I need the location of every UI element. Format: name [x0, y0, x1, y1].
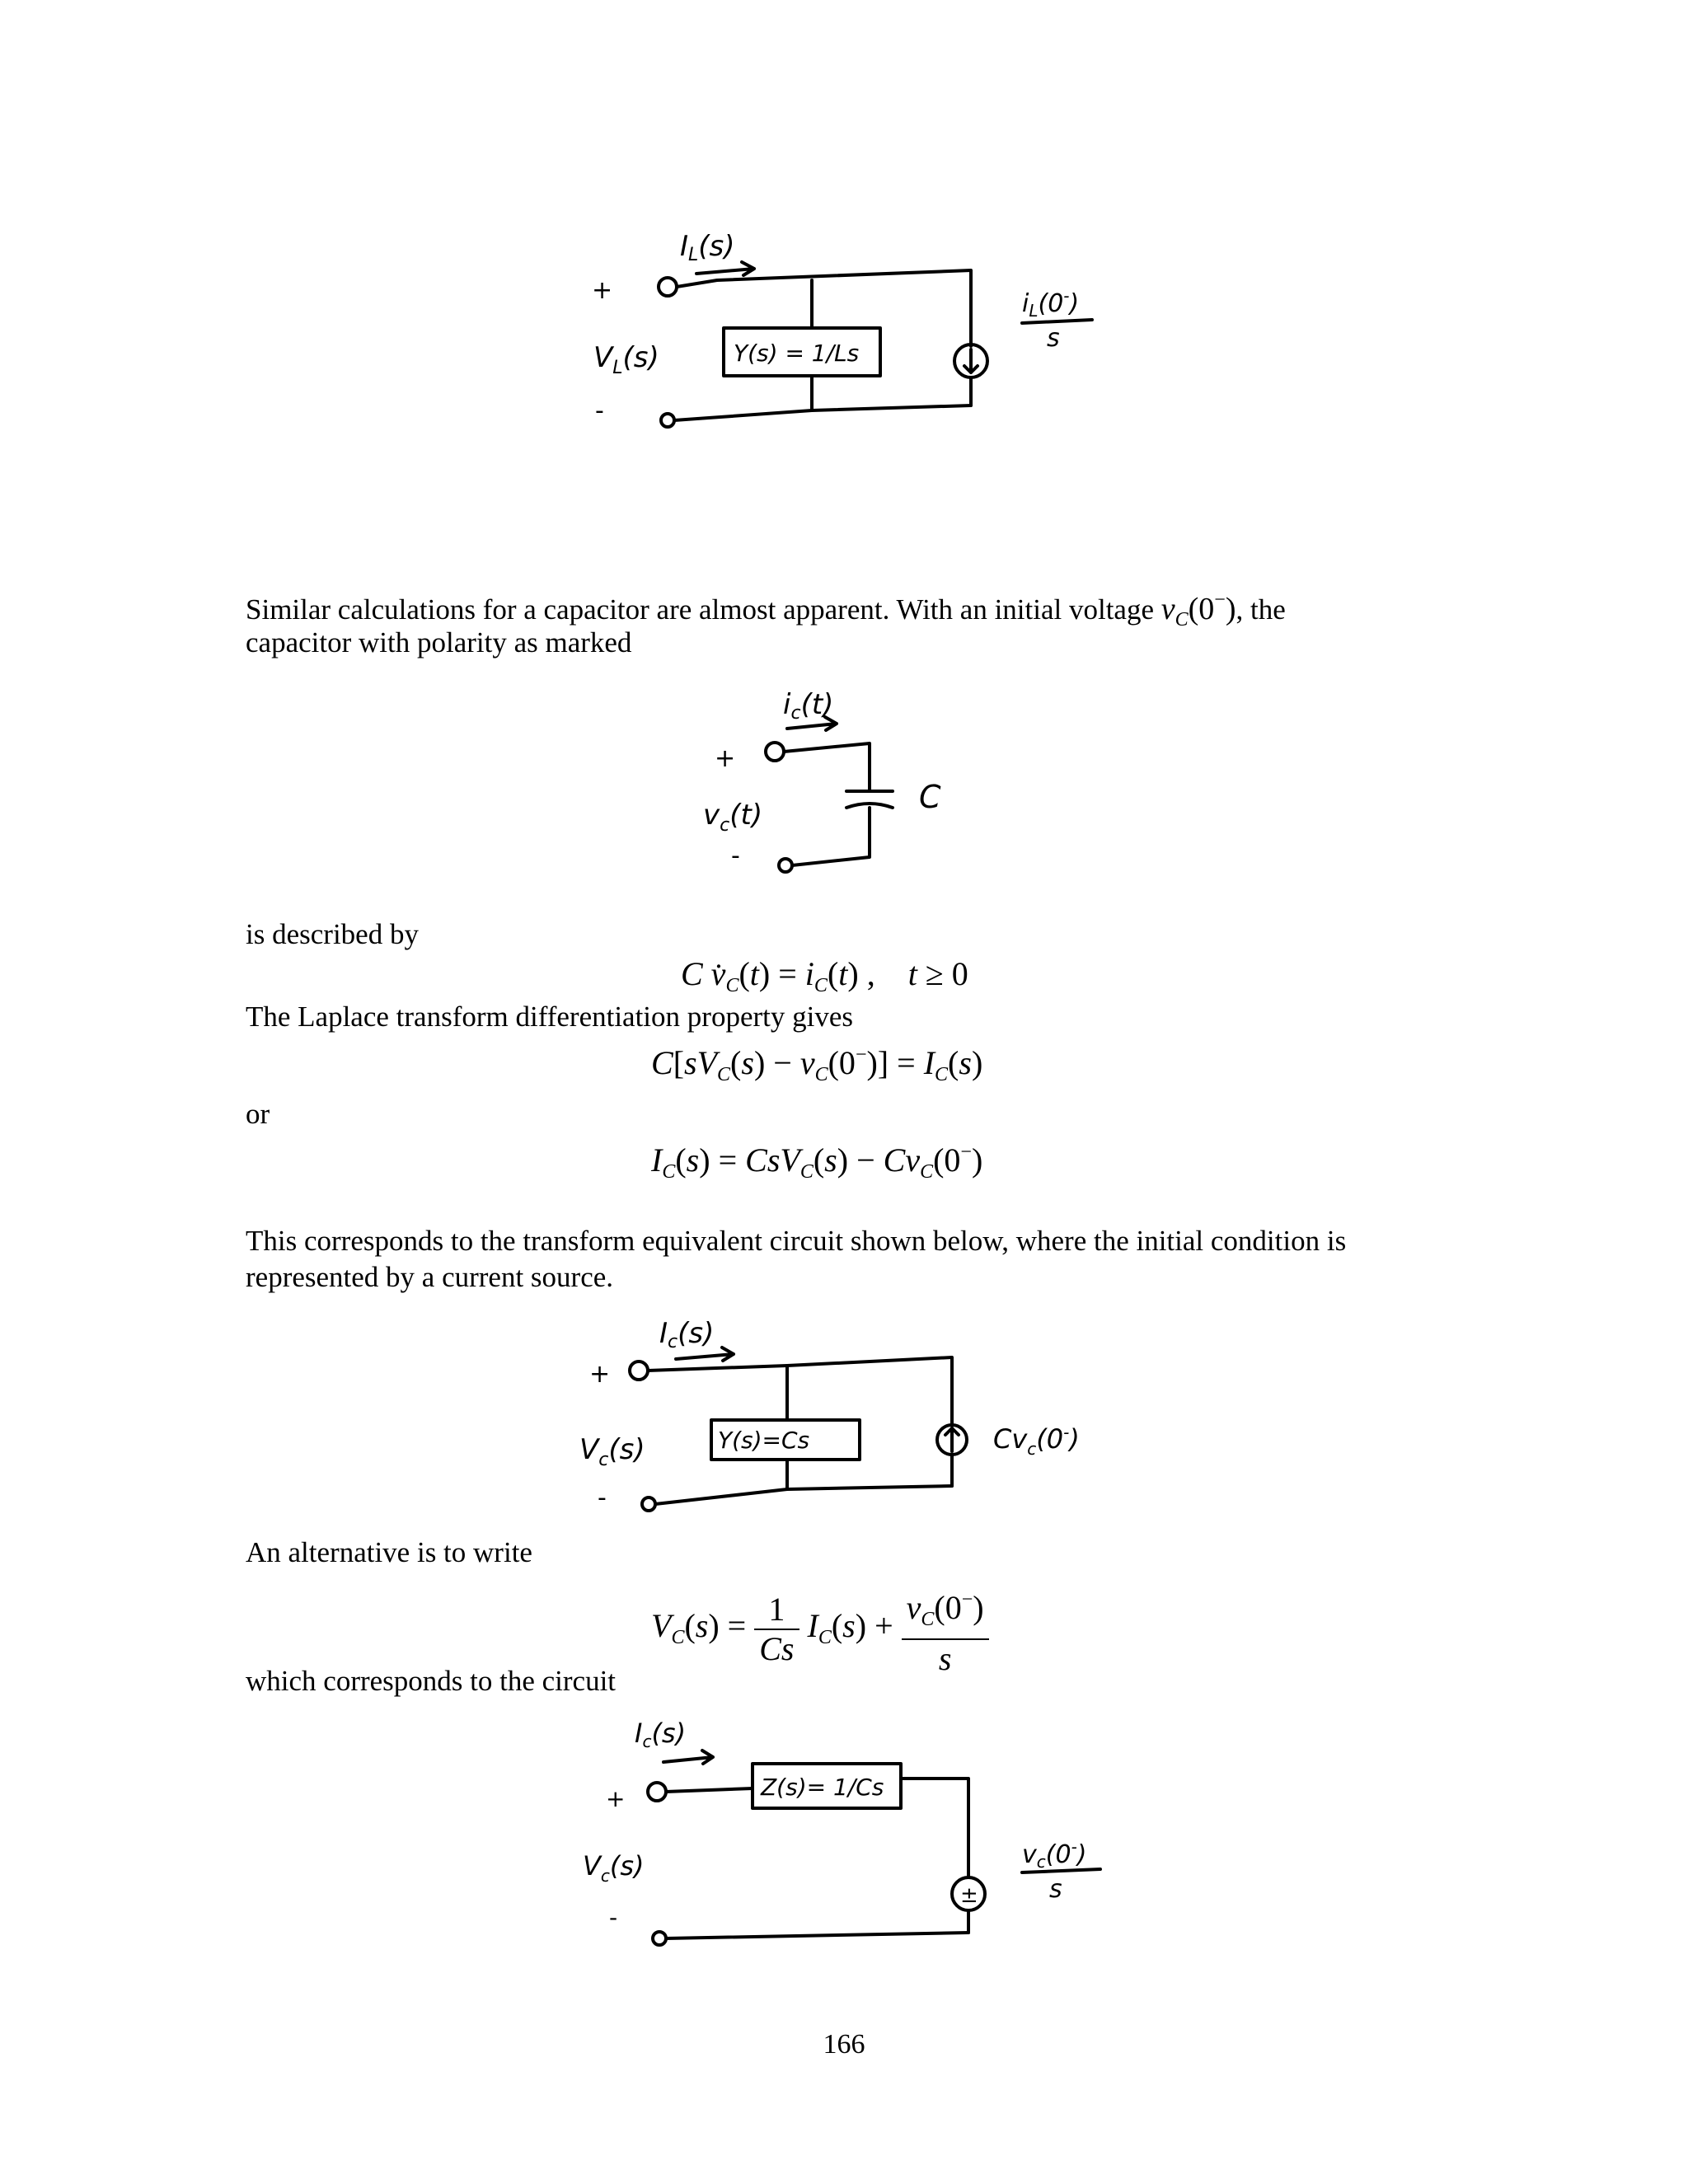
impedance-text: Z(s)= 1/Cs — [761, 1774, 884, 1801]
paragraph-6: An alternative is to write — [246, 1536, 532, 1568]
inductor-norton-circuit — [577, 223, 1121, 445]
capacitor-circuit — [696, 684, 977, 898]
source-label: $v_c(0^-)$ — [1022, 1837, 1087, 1872]
top-wire — [784, 743, 870, 790]
vc0-inline-math: $v_C(0^-)$ — [1160, 589, 1236, 630]
vc-label: $V_c(s)$ — [583, 1850, 645, 1886]
bottom-terminal — [642, 1497, 655, 1511]
ic-current-label: Ic(s) — [635, 1718, 687, 1751]
source-fraction-bar — [1022, 1869, 1100, 1872]
vc-label: $v_c(t)$ — [703, 799, 763, 836]
minus-sign: - — [731, 841, 740, 870]
bottom-wire — [655, 1486, 952, 1504]
page-number: 166 — [823, 2029, 865, 2060]
paragraph-7: which corresponds to the circuit — [246, 1665, 617, 1697]
fraction-1-over-cs: $\frac{1}{Cs}$ — [754, 1591, 799, 1668]
voltage-source-sign: ± — [960, 1883, 978, 1908]
il0-denominator: s — [1047, 324, 1060, 353]
paragraph-5: This corresponds to the transform equivalent circuit shown below, where the initial condition is represented by a current source. — [246, 1225, 1347, 1293]
top-terminal — [648, 1783, 666, 1801]
admittance-text: Y(s)=Cs — [718, 1427, 810, 1454]
paragraph-1-line-2: capacitor with polarity as marked — [246, 626, 632, 658]
minus-sign: - — [595, 396, 604, 425]
equation-1: C $v̇_C(t) = i_C(t)$ , t ≥ 0 — [681, 955, 968, 996]
bottom-wire — [792, 853, 870, 865]
equation-3: $I_C(s) = CsV_C(s) - Cv_C(0^-)$ — [651, 1141, 983, 1183]
equation-4: $V_C(s)$ = $\frac{1}{Cs}$ $I_C(s)$ + $\frac{v_C(0^-)}{s}$ — [651, 1581, 989, 1678]
il0-label: $i_L(0^-)$ — [1022, 286, 1080, 321]
fraction-vc0-over-s: $\frac{v_C(0^-)}{s}$ — [902, 1581, 989, 1678]
bottom-wire — [674, 405, 971, 420]
source-label: $Cv_c(0^-)$ — [993, 1422, 1080, 1459]
ic-arrow — [663, 1750, 713, 1764]
admittance-text: Y(s) = 1/Ls — [734, 340, 860, 367]
il-current-label: IL(s) — [680, 230, 735, 265]
paragraph-1-text-tail: , the — [1236, 593, 1286, 626]
capacitor-plates — [846, 791, 893, 853]
capacitor-norton-circuit — [573, 1306, 1133, 1529]
top-terminal — [659, 278, 677, 296]
il-arrow — [696, 262, 754, 275]
current-source-arrow — [945, 1428, 959, 1451]
ic-current-label: Ic(s) — [659, 1317, 715, 1352]
equation-2: $C[sV_C(s) - v_C(0^-)] = I_C(s)$ — [651, 1044, 983, 1085]
minus-sign: - — [598, 1483, 607, 1512]
paragraph-4: or — [246, 1098, 270, 1130]
right-wire — [901, 1779, 968, 1877]
plus-sign: + — [589, 1360, 611, 1389]
paragraph-1-text: Similar calculations for a capacitor are almost apparent. With an initial voltage — [246, 593, 1154, 626]
plus-sign: + — [715, 744, 736, 773]
paragraph-3: The Laplace transform differentiation property gives — [246, 1001, 853, 1033]
top-terminal — [766, 743, 784, 761]
paragraph-2: is described by — [246, 918, 419, 950]
plus-sign: + — [592, 276, 613, 305]
bottom-wire — [666, 1933, 968, 1938]
capacitor-label: C — [919, 779, 941, 815]
top-wire — [666, 1788, 753, 1792]
source-denominator: s — [1049, 1875, 1062, 1904]
minus-sign: - — [609, 1904, 618, 1931]
current-source-arrow — [964, 349, 978, 373]
vc-label: $V_c(s)$ — [579, 1433, 645, 1470]
vl-label: $V_L(s)$ — [593, 341, 659, 378]
ic-current-label: ic(t) — [783, 688, 834, 724]
top-terminal — [630, 1361, 648, 1380]
plus-sign: + — [606, 1785, 626, 1812]
bottom-terminal — [653, 1932, 666, 1945]
top-wire — [677, 270, 971, 346]
capacitor-thevenin-circuit — [573, 1714, 1133, 1945]
bottom-terminal — [661, 414, 674, 427]
bottom-terminal — [779, 859, 792, 872]
top-wire — [648, 1357, 952, 1426]
